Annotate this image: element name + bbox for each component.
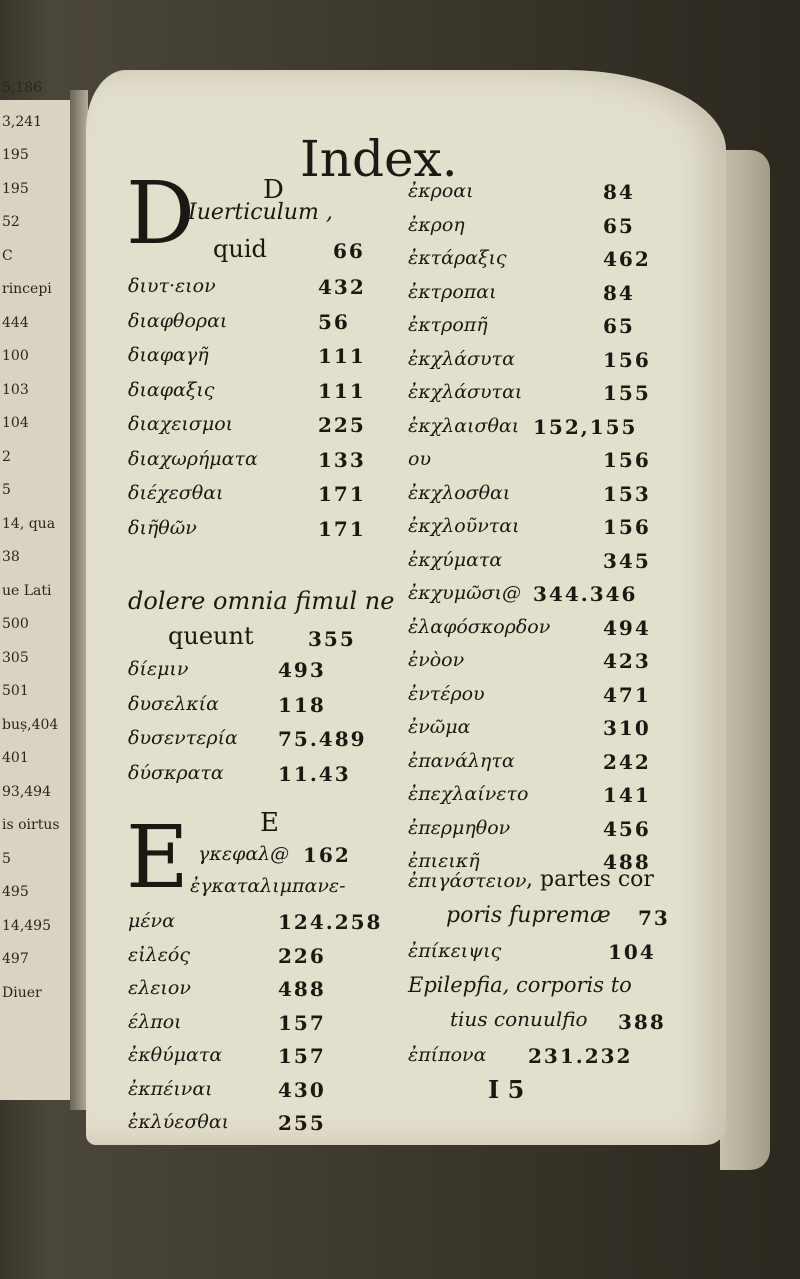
margin-line: 14,495 xyxy=(2,917,51,934)
margin-line: 195 xyxy=(2,147,29,163)
head-e-line2: ἐγκαταλιμπανε- xyxy=(190,875,346,897)
margin-line: 305 xyxy=(2,649,29,666)
entry-num: 488 xyxy=(603,850,651,874)
entry-term: ἐνὸον xyxy=(408,649,465,671)
margin-line: C xyxy=(2,247,13,264)
margin-line: 2 xyxy=(2,448,11,465)
head-d-word: quid xyxy=(213,235,267,263)
entry-term: διαχεισμοι xyxy=(128,413,234,435)
dropcap-e: E xyxy=(126,808,189,908)
entry-num: 152,155 xyxy=(533,414,638,439)
entry-num: 155 xyxy=(603,381,651,405)
entry-num: 104 xyxy=(608,940,656,964)
margin-line: 5 xyxy=(2,850,11,867)
margin-line: Diuer xyxy=(2,984,42,1001)
entry-num: 231.232 xyxy=(528,1044,633,1068)
margin-line: 104 xyxy=(2,415,29,431)
entry-term: ἐκχύματα xyxy=(408,548,503,571)
entry-num: 171 xyxy=(318,482,366,506)
margin-line: ue Lati xyxy=(2,582,52,599)
entry-term: δυσελκία xyxy=(128,692,219,715)
latin-line3: Epilepfia, corporis to xyxy=(408,973,632,997)
margin-line: 444 xyxy=(2,314,29,331)
entry-num: 493 xyxy=(278,658,326,682)
margin-line: 501 xyxy=(2,683,29,699)
margin-line: 38 xyxy=(2,549,20,565)
previous-page-margin xyxy=(0,80,70,1100)
margin-line: 401 xyxy=(2,750,29,766)
latin-line2-num: 73 xyxy=(638,906,670,930)
entry-num: 255 xyxy=(278,1111,326,1135)
entry-term: διαφαγῆ xyxy=(128,344,209,366)
entry-num: 75.489 xyxy=(278,727,367,751)
entry-num: 157 xyxy=(278,1010,326,1035)
entry-num: 84 xyxy=(603,280,635,305)
head-e-line1: γκεφαλ@ xyxy=(198,843,290,865)
margin-line: 5 xyxy=(2,482,11,498)
entry-term: ἐπεχλαίνετο xyxy=(408,783,529,805)
page-title: Index. xyxy=(300,130,458,188)
entry-num: 65 xyxy=(603,213,635,238)
entry-term: διυτ·ειον xyxy=(128,275,216,297)
entry-num: 156 xyxy=(603,515,651,539)
entry-term: ἐντέρου xyxy=(408,682,485,705)
dolere-word: queunt xyxy=(168,622,254,650)
entry-term: ου xyxy=(408,448,431,470)
margin-line: 5,186 xyxy=(2,80,43,96)
entry-term: ἐπιεικῆ xyxy=(408,850,480,872)
margin-line: 52 xyxy=(2,214,20,230)
latin-line1-rest: , partes cor xyxy=(526,867,654,892)
entry-term: ἐκπέιναι xyxy=(128,1077,213,1100)
entry-term: ἐπανάλητα xyxy=(408,749,515,772)
entry-term: διῆθῶν xyxy=(128,516,197,539)
margin-line: rincepi xyxy=(2,281,52,297)
entry-term: ελειον xyxy=(128,977,191,999)
margin-line: 497 xyxy=(2,951,29,967)
entry-term: ἐκχλαισθαι xyxy=(408,414,520,437)
entry-term: διέχεσθαι xyxy=(128,482,224,504)
entry-term: ἐκλύεσθαι xyxy=(128,1111,230,1133)
entry-num: 456 xyxy=(603,816,651,841)
entry-term: έλποι xyxy=(128,1010,182,1033)
latin-line4-num: 388 xyxy=(618,1010,666,1034)
entry-num: 310 xyxy=(603,716,651,740)
entry-term: δύσκρατα xyxy=(128,761,224,784)
margin-line: is oirtus xyxy=(2,817,60,833)
latin-line2: poris fupremæ xyxy=(446,903,611,928)
section-letter-e: E xyxy=(260,808,279,838)
signature-mark: I 5 xyxy=(488,1075,525,1104)
entry-num: 488 xyxy=(278,977,326,1001)
entry-num: 84 xyxy=(603,180,635,204)
margin-line: 14, qua xyxy=(2,515,56,532)
entry-num: 156 xyxy=(603,347,651,372)
entry-num: 432 xyxy=(318,275,366,299)
entry-num: 423 xyxy=(603,649,651,673)
entry-term: ἐκχλοῦνται xyxy=(408,515,520,537)
entry-num: 471 xyxy=(603,682,651,707)
latin-line4: tius conuulfio xyxy=(450,1007,588,1031)
entry-num: 111 xyxy=(318,344,366,368)
entry-num: 344.346 xyxy=(533,582,638,606)
column-right xyxy=(408,170,708,1104)
entry-term: ἐπίκειψις xyxy=(408,940,502,962)
entry-term: διαφαξις xyxy=(128,378,215,401)
page-edge xyxy=(720,150,770,1170)
margin-line: 495 xyxy=(2,884,29,900)
margin-line: 100 xyxy=(2,348,29,364)
margin-line: 93,494 xyxy=(2,783,51,800)
entry-term: δυσεντερία xyxy=(128,727,238,749)
entry-term: ἐπίπονα xyxy=(408,1044,487,1066)
entry-term: διαφθοραι xyxy=(128,309,228,332)
entry-num: 462 xyxy=(603,247,651,271)
entry-term: εἰλεός xyxy=(128,943,190,966)
entry-num: 494 xyxy=(603,615,651,640)
entry-term: ἐκχλάσυται xyxy=(408,381,523,403)
entry-term: ἐκχλοσθαι xyxy=(408,481,511,504)
entry-term: ἐλαφόσκορδον xyxy=(408,615,551,638)
head-d-line1: Iuerticulum , xyxy=(188,200,333,225)
entry-term: δίεμιν xyxy=(128,658,189,680)
entry-num: 111 xyxy=(318,378,366,403)
entry-num: 124.258 xyxy=(278,910,383,934)
entry-num: 65 xyxy=(603,314,635,338)
margin-line: 3,241 xyxy=(2,113,43,130)
entry-num: 156 xyxy=(603,448,651,472)
entry-num: 225 xyxy=(318,413,366,437)
entry-term: ἐνῶμα xyxy=(408,716,471,738)
margin-line: 500 xyxy=(2,616,29,632)
entry-term: ἐκτροπῆ xyxy=(408,314,488,336)
entry-num: 56 xyxy=(318,309,350,334)
entry-num: 157 xyxy=(278,1044,326,1068)
entry-term: μένα xyxy=(128,910,175,932)
entry-term: ἐκροαι xyxy=(408,180,474,202)
entry-num: 345 xyxy=(603,548,651,573)
entry-num: 242 xyxy=(603,749,651,774)
entry-term: ἐκτροπαι xyxy=(408,280,497,303)
entry-term: ἐκροη xyxy=(408,213,465,236)
column-left xyxy=(126,164,398,1135)
head-e-num: 162 xyxy=(303,843,351,867)
latin-line1-greek: ἐπιγάστειον xyxy=(408,870,527,892)
entry-term: ἐκχυμῶσι@ xyxy=(408,582,521,604)
entry-term: ἐκχλάσυτα xyxy=(408,347,515,370)
dropcap-d: D xyxy=(126,164,195,264)
entry-term: διαχωρήματα xyxy=(128,447,258,470)
entry-term: ἐκθύματα xyxy=(128,1044,223,1066)
dolere-line1: dolere omnia fimul ne xyxy=(128,587,395,615)
section-letter-d: D xyxy=(263,175,284,205)
head-d-num: 66 xyxy=(333,239,365,263)
entry-num: 226 xyxy=(278,943,326,968)
margin-line: buș,404 xyxy=(2,716,59,733)
entry-num: 430 xyxy=(278,1077,326,1102)
entry-term: ἐκτάραξις xyxy=(408,247,507,269)
margin-line: 195 xyxy=(2,180,29,197)
entry-num: 118 xyxy=(278,692,326,717)
dolere-num: 355 xyxy=(308,627,356,651)
margin-line: 103 xyxy=(2,381,29,398)
entry-num: 171 xyxy=(318,516,366,541)
entry-num: 11.43 xyxy=(278,761,351,786)
entry-num: 141 xyxy=(603,783,651,807)
entry-num: 133 xyxy=(318,447,366,472)
entry-num: 153 xyxy=(603,481,651,506)
entry-term: ἐπερμηθον xyxy=(408,816,511,839)
